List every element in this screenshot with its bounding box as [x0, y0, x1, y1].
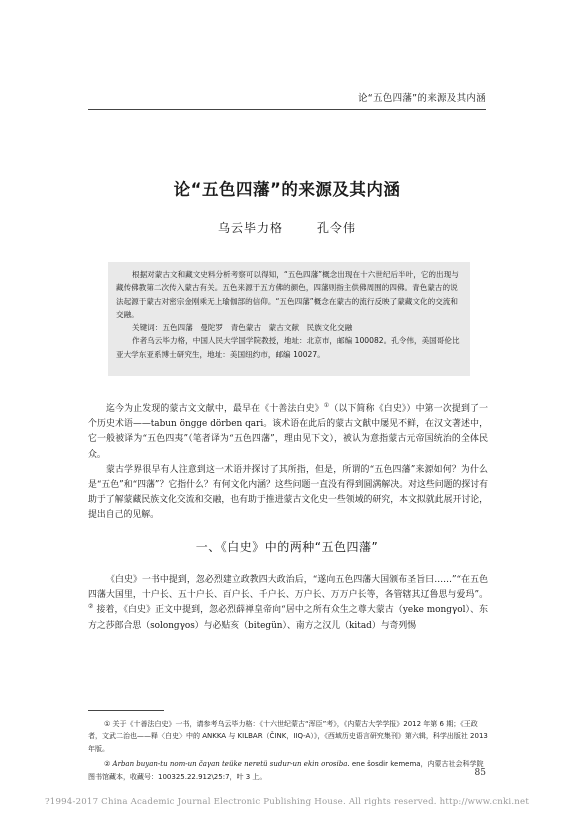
abstract-box: [108, 262, 470, 376]
body-paragraph: [88, 573, 488, 634]
body-text-span: 迄今为止发现的蒙古文文献中，最早在《十善法白史》: [106, 404, 324, 414]
author-name: 乌云毕力格: [217, 221, 283, 235]
footnote-ref[interactable]: ①: [323, 402, 330, 410]
body-paragraph: [88, 402, 488, 463]
section-text: [88, 573, 488, 634]
body-text-span: 《白史》一书中提到，忽必烈建立政教四大政治后，“遂向五色四藩大国颁布圣旨曰……”“在五色四藩大国里，十户长、五十户长、百户长、千户长、万户长、万万户长等，各管辖其辽鲁思与爱玛”。: [88, 575, 488, 601]
body-paragraph: 蒙古学界很早有人注意到这一术语并探讨了其所指，但是，所谓的“五色四藩”来源如何？为什么是“五色”和“四藩”？它指什么？有何文化内涵？这些问题一直没有得到圆满解决。对这些问题的探讨有助于了解蒙藏民族文化交流和交融，也有助于推进蒙古文化史一些领域的研究，本文拟就此展开讨论，提出自己的见解。: [88, 464, 488, 521]
author-info: 作者乌云毕力格，中国人民大学国学院教授，地址：北京市，邮编 100082。孔令伟，美国哥伦比亚大学东亚系博士研究生，地址：美国纽约市，邮编 10027。: [116, 336, 460, 359]
author-line: [0, 219, 574, 236]
author-name: 孔令伟: [317, 221, 357, 235]
article-title: 论“五色四藩”的来源及其内涵: [173, 180, 401, 199]
footnote-text: ene šosdir kemema，内蒙古社会科学院图书馆藏本，收藏号：100325.22.912\25:7，叶 3 上。: [88, 760, 484, 781]
footnote-ref[interactable]: ②: [88, 603, 94, 611]
page-number: 85: [474, 768, 486, 778]
footnote-number: ②: [104, 760, 113, 769]
header-rule: [88, 109, 486, 110]
body-text-span: 接着，《白史》正文中提到，忽必烈薛禅皇帝向“居中之所有众生之尊大蒙古（yeke mongγol）、东方之莎郎合思（solongγos）与必贴亥（bitegün）、南方之汉儿（kitad）与奇列惕: [88, 605, 488, 631]
footnote-rule: [88, 710, 164, 711]
footnotes: [88, 718, 488, 786]
footnote-2: [88, 758, 488, 783]
keywords: 关键词：五色四藩 曼陀罗 青色蒙古 蒙古文献 民族文化交融: [132, 323, 353, 333]
body-text-span: （以下简称《白史》）中第一次提到了一个历史术语——tabun öngge dörben qari。该术语在此后的蒙古文献中屡见不鲜，在汉文著述中，它一般被译为“五色四夷”（笔者译为“五色四藩”，理由见下文），被认为意指蒙古元帝国统治的全体民众。: [88, 404, 488, 460]
section-heading: 一、《白史》中的两种“五色四藩”: [195, 540, 379, 554]
intro-text: [88, 402, 488, 524]
abstract-text: 根据对蒙古文和藏文史料分析考察可以得知，“五色四藩”概念出现在十六世纪后半叶，它的出现与藏传佛教第二次传入蒙古有关。五色来源于五方佛的颜色，四藩则指主供佛周围的四佛。青色蒙古的说法起源于蒙古对密宗金刚乘无上瑜伽部的信仰。“五色四藩”概念在蒙古的流行反映了蒙藏文化的交流和交融。: [116, 270, 459, 319]
running-head: 论“五色四藩”的来源及其内涵: [357, 93, 486, 104]
footnote-italic-title: Arban buyan-tu nom-un čaγan teüke neretü sudur-un ekin orosiba.: [112, 760, 350, 769]
footnote-1: ① 关于《十善法白史》一书，请参考乌云毕力格：《十六世纪蒙古“浑臣”考》，《内蒙古大学学报》2012 年第 6 期；《王政者，文武二治也——释〈白史〉中的 ANKKA 与 KILBAR（ČINK，IIQ-A）》，《西域历史语言研究集刊》第六辑，科学出版社 2013 年版。: [88, 720, 488, 753]
copyright-watermark: ?1994-2017 China Academic Journal Electronic Publishing House. All rights reserved. http://www.cnki.net: [45, 797, 529, 807]
